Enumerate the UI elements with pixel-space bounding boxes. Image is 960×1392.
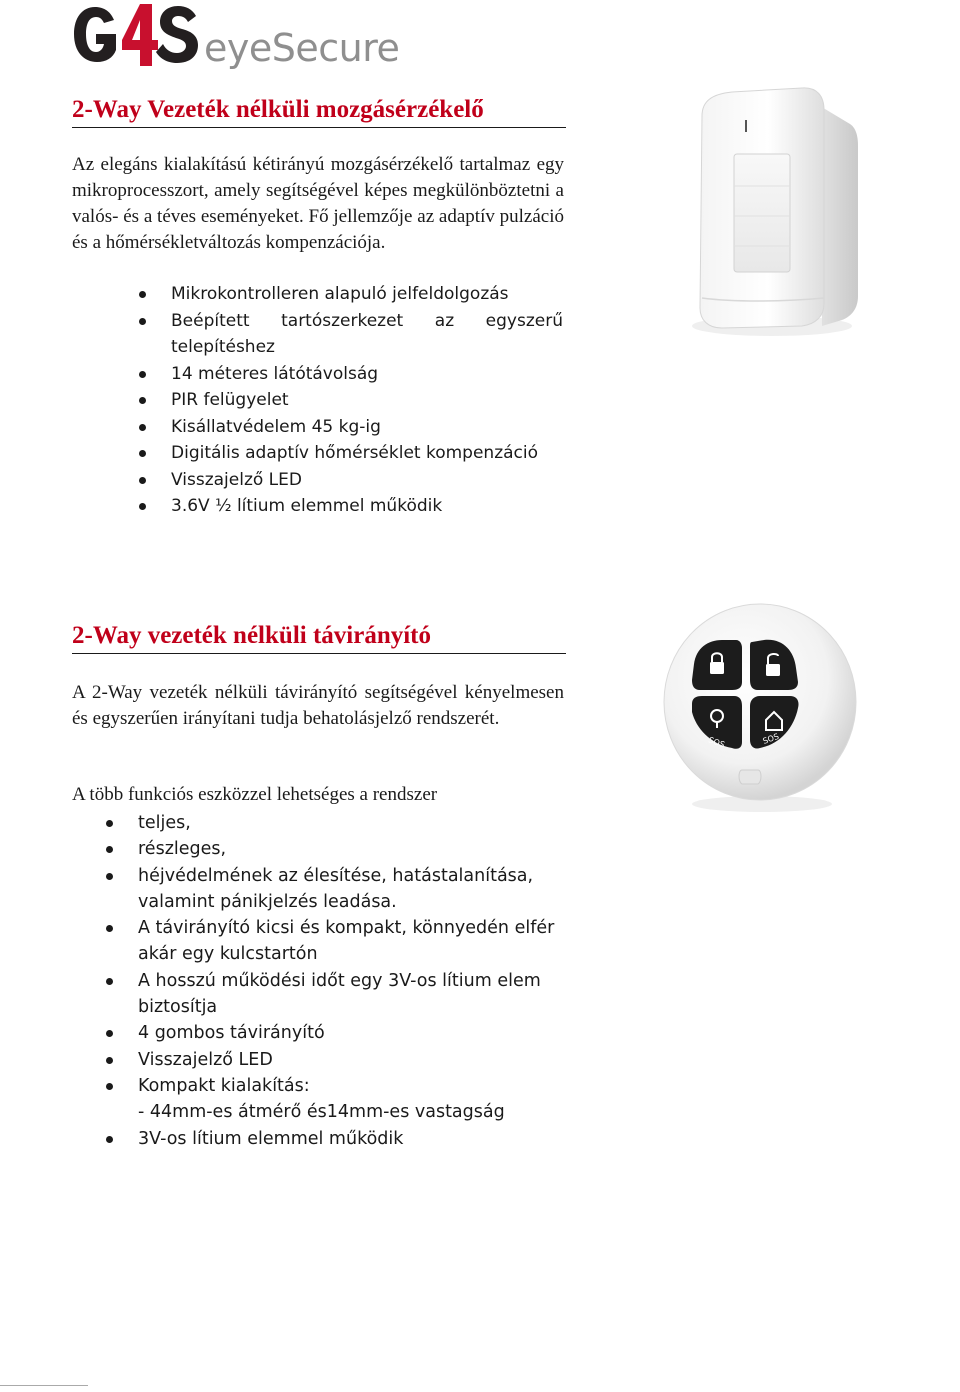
list-item: héjvédelmének az élesítése, hatástalanítása, valamint pánikjelzés leadása.: [138, 863, 568, 916]
list-item: PIR felügyelet: [171, 387, 563, 414]
list-item: Beépített tartószerkezet az egyszerű telepítéshez: [171, 308, 563, 361]
list-item: 3V-os lítium elemmel működik: [138, 1126, 568, 1152]
list-item: Digitális adaptív hőmérséklet kompenzáció: [171, 440, 563, 467]
sos-label-left: SOS: [707, 735, 726, 750]
list-item: teljes,: [138, 810, 568, 836]
list-item-dash: - 44mm-es átmérő és14mm-es vastagság: [138, 1102, 505, 1123]
remote-intro: A 2-Way vezeték nélküli távirányító segítségével kényelmesen és egyszerűen irányítani tudja behatolásjelző rendszerét.: [72, 682, 564, 729]
motion-detector-image: [672, 76, 872, 346]
list-item: 3.6V ½ lítium elemmel működik: [171, 493, 563, 520]
section-heading-motion-detector: 2-Way Vezeték nélküli mozgásérzékelő: [72, 96, 566, 128]
list-item: Kisállatvédelem 45 kg-ig: [171, 414, 563, 441]
remote-features: [138, 810, 568, 1152]
list-item: 14 méteres látótávolság: [171, 361, 563, 388]
eyesecure-wordmark: eyeSecure: [204, 26, 400, 70]
list-item: 4 gombos távirányító: [138, 1020, 568, 1046]
list-item: Visszajelző LED: [171, 467, 563, 494]
sos-label-right: SOS: [761, 731, 781, 746]
g4s-logo: [70, 0, 410, 75]
motion-detector-intro: Az elegáns kialakítású kétirányú mozgásérzékelő tartalmaz egy mikroprocesszort, amely segítségével képes megkülönböztetni a valós- és a téves eseményeket. Fő jellemzője az adaptív pulzáció és a hőmérsékletváltozás kompenzációja.: [72, 154, 564, 253]
list-item: Mikrokontrolleren alapuló jelfeldolgozás: [171, 281, 563, 308]
motion-detector-features: [171, 281, 563, 520]
list-item: A hosszú működési időt egy 3V-os lítium elem biztosítja: [138, 968, 568, 1021]
g4s-logo-mark: [70, 0, 204, 75]
section-heading-remote: 2-Way vezeték nélküli távirányító: [72, 622, 566, 654]
list-item: Visszajelző LED: [138, 1047, 568, 1073]
list-item: Kompakt kialakítás:: [138, 1073, 568, 1099]
footer-line: [0, 1385, 88, 1386]
list-item: A távirányító kicsi és kompakt, könnyedén elfér akár egy kulcstartón: [138, 915, 568, 968]
list-item: részleges,: [138, 836, 568, 862]
remote-control-image: [650, 598, 870, 818]
remote-lead: A több funkciós eszközzel lehetséges a rendszer: [72, 784, 438, 805]
